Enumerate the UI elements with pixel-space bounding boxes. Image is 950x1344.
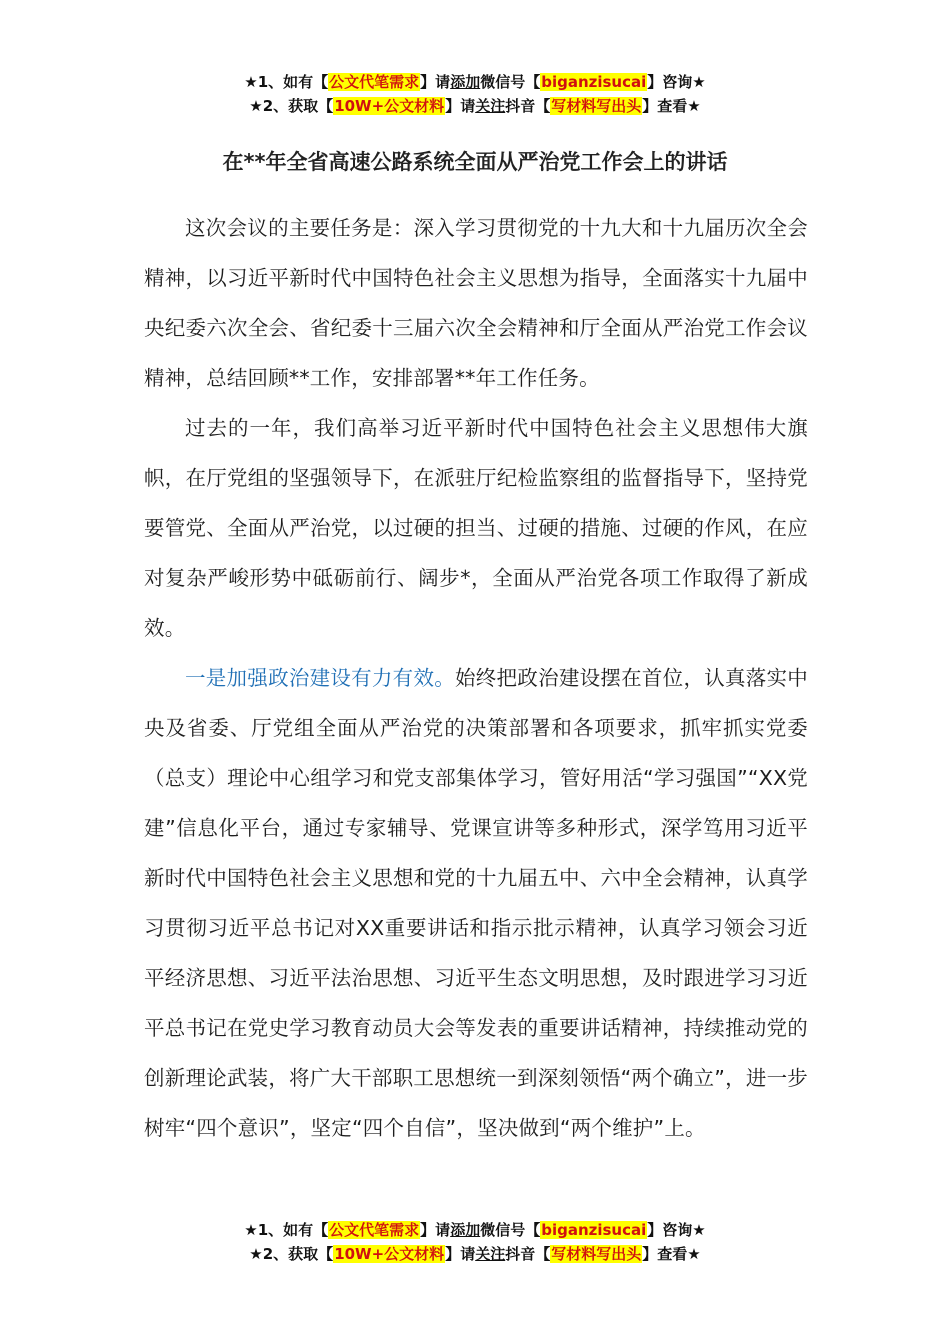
highlight-wechat-id: biganzisucai bbox=[541, 73, 647, 91]
highlight-wechat-id: biganzisucai bbox=[541, 1221, 647, 1239]
document-body bbox=[144, 203, 808, 1153]
section-1-text: 始终把政治建设摆在首位，认真落实中央及省委、厅党组全面从严治党的决策部署和各项要求，抓牢抓实党委（总支）理论中心组学习和党支部集体学习，管好用活“学习强国”“XX党建”信息化平台，通过专家辅导、党课宣讲等多种形式，深学笃用习近平新时代中国特色社会主义思想和党的十九届五中、六中全会精神，认真学习贯彻习近平总书记对XX重要讲话和指示批示精神，认真学习领会习近平经济思想、习近平法治思想、习近平生态文明思想，及时跟进学习习近平总书记在党史学习教育动员大会等发表的重要讲话精神，持续推动党的创新理论武装，将广大干部职工思想统一到深刻领悟“两个确立”，进一步树牢“四个意识”，坚定“四个自信”，坚决做到“两个维护”上。 bbox=[144, 666, 808, 1140]
promo-line-1: ★1、如有【公文代笔需求】请添加微信号【biganzisucai】咨询★ bbox=[244, 1221, 706, 1239]
highlight-douyin-id: 写材料写出头 bbox=[551, 1245, 642, 1263]
promo-line-1: ★1、如有【公文代笔需求】请添加微信号【biganzisucai】咨询★ bbox=[244, 73, 706, 91]
promo-banner-top bbox=[0, 70, 950, 118]
highlight-materials: 10W+公文材料 bbox=[334, 1245, 445, 1263]
paragraph-intro: 这次会议的主要任务是：深入学习贯彻党的十九大和十九届历次全会精神，以习近平新时代中国特色社会主义思想为指导，全面落实十九届中央纪委六次全会、省纪委十三届六次全会精神和厅全面从严治党工作会议精神，总结回顾**工作，安排部署**年工作任务。 bbox=[144, 216, 808, 390]
promo-line-2: ★2、获取【10W+公文材料】请关注抖音【写材料写出头】查看★ bbox=[249, 1245, 701, 1263]
promo-banner-bottom bbox=[0, 1218, 950, 1266]
highlight-douyin-id: 写材料写出头 bbox=[551, 97, 642, 115]
promo-line-2: ★2、获取【10W+公文材料】请关注抖音【写材料写出头】查看★ bbox=[249, 97, 701, 115]
highlight-materials: 10W+公文材料 bbox=[334, 97, 445, 115]
highlight-service: 公文代笔需求 bbox=[329, 73, 420, 91]
section-1-heading: 一是加强政治建设有力有效。 bbox=[185, 666, 455, 690]
document-title: 在**年全省高速公路系统全面从严治党工作会上的讲话 bbox=[222, 150, 728, 174]
paragraph-section-1 bbox=[144, 653, 808, 1153]
paragraph-review: 过去的一年，我们高举习近平新时代中国特色社会主义思想伟大旗帜，在厅党组的坚强领导下，在派驻厅纪检监察组的监督指导下，坚持党要管党、全面从严治党，以过硬的担当、过硬的措施、过硬的作风，在应对复杂严峻形势中砥砺前行、阔步*，全面从严治党各项工作取得了新成效。 bbox=[144, 416, 808, 640]
highlight-service: 公文代笔需求 bbox=[329, 1221, 420, 1239]
